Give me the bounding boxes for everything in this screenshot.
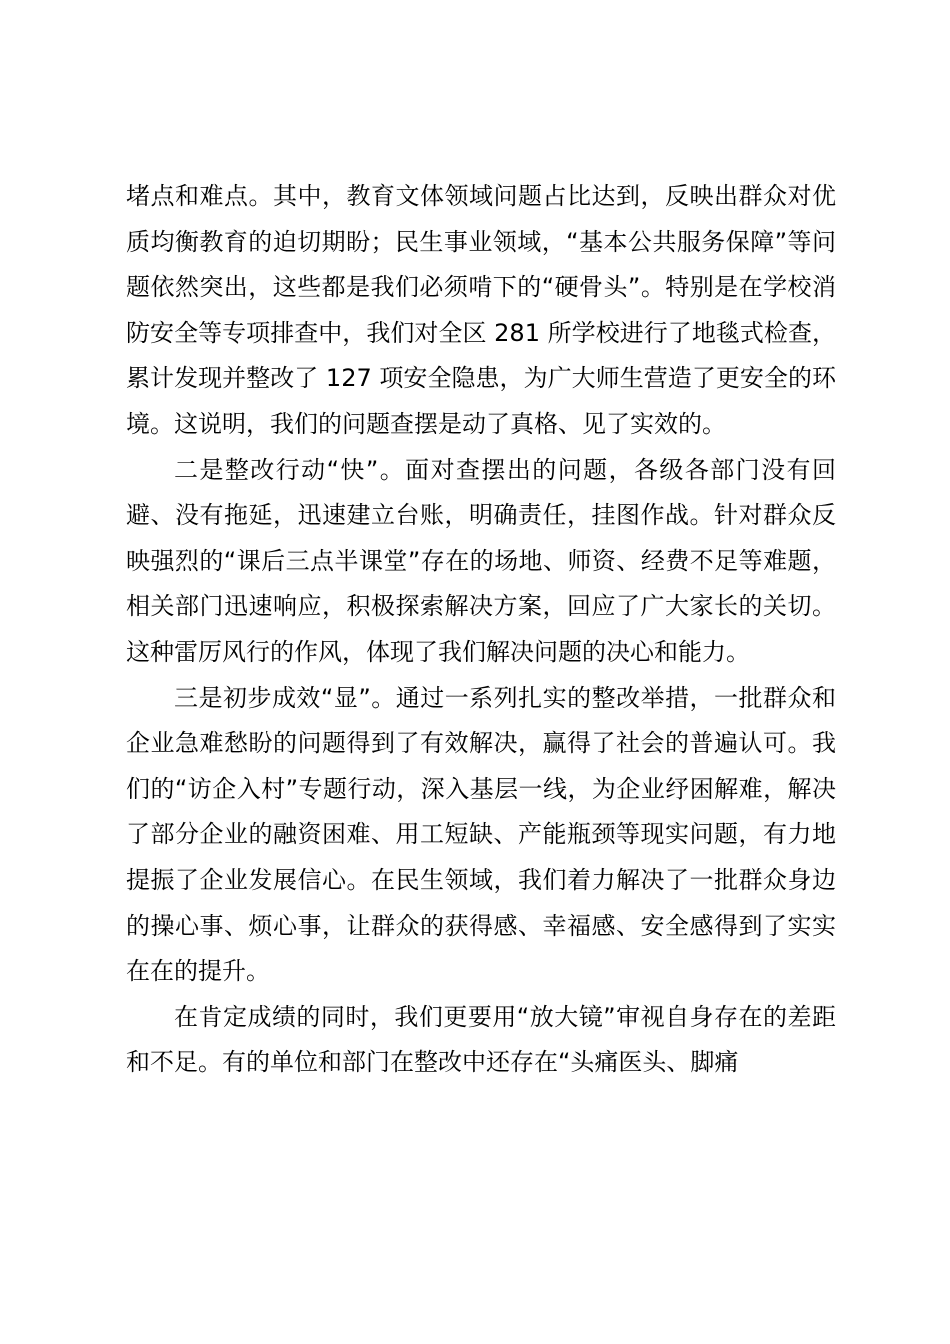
paragraph-shortcomings: 在肯定成绩的同时，我们更要用“放大镜”审视自身存在的差距和不足。有的单位和部门在整改中还存在“头痛医头、脚痛 <box>126 1002 836 1077</box>
document-body <box>126 174 836 1086</box>
paragraph-continuation: 堵点和难点。其中，教育文体领域问题占比达到，反映出群众对优质均衡教育的迫切期盼；民生事业领域，“基本公共服务保障”等问题依然突出，这些都是我们必须啃下的“硬骨头”。特别是在学校消防安全等专项排查中，我们对全区 281 所学校进行了地毯式检查，累计发现并整改了 127 项安全隐患，为广大师生营造了更安全的环境。这说明，我们的问题查摆是动了真格、见了实效的。 <box>126 182 836 438</box>
paragraph-rectification-speed: 二是整改行动“快”。面对查摆出的问题，各级各部门没有回避、没有拖延，迅速建立台账，明确责任，挂图作战。针对群众反映强烈的“课后三点半课堂”存在的场地、师资、经费不足等难题，相关部门迅速响应，积极探索解决方案，回应了广大家长的关切。这种雷厉风行的作风，体现了我们解决问题的决心和能力。 <box>126 455 836 666</box>
paragraph-initial-results: 三是初步成效“显”。通过一系列扎实的整改举措，一批群众和企业急难愁盼的问题得到了有效解决，赢得了社会的普遍认可。我们的“访企入村”专题行动，深入基层一线，为企业纾困解难，解决了部分企业的融资困难、用工短缺、产能瓶颈等现实问题，有力地提振了企业发展信心。在民生领域，我们着力解决了一批群众身边的操心事、烦心事，让群众的获得感、幸福感、安全感得到了实实在在的提升。 <box>126 683 836 986</box>
